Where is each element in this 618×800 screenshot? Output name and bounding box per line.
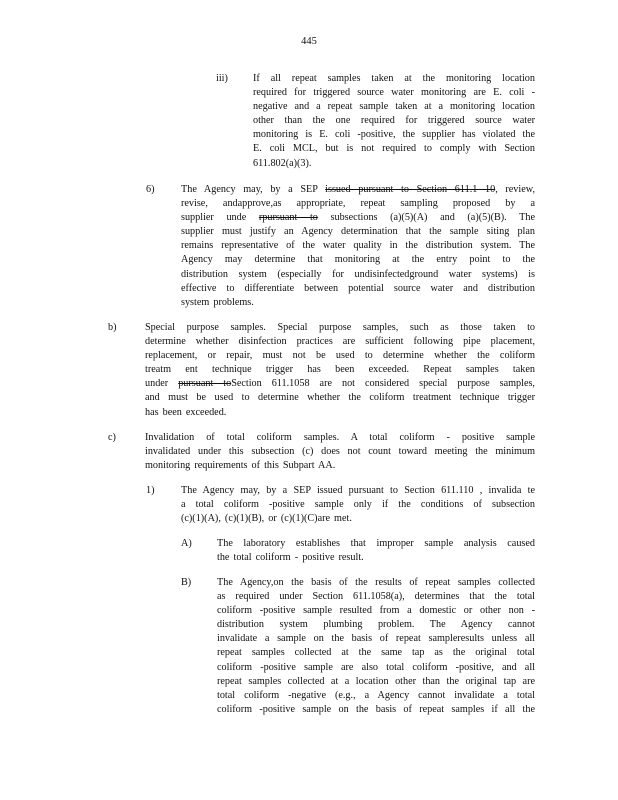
item-iii-text — [253, 72, 535, 171]
text-line: a total coliform -positive sample only if the conditions of subsection — [181, 499, 535, 511]
text-line — [145, 377, 535, 391]
text-line: Agency may determine that monitoring at the entry point to the — [181, 254, 535, 266]
item-6-text — [181, 183, 535, 310]
text-line: monitoring is E. coli -positive, the supplier has violated the — [253, 129, 535, 141]
text-line: system problems. — [181, 296, 254, 308]
item-A-label: A) — [181, 538, 192, 549]
text-line: repeat samples collected at a location other than the original tap are — [217, 675, 535, 687]
page-number: 445 — [301, 36, 317, 47]
text-line: the total coliform - positive result. — [217, 552, 364, 564]
text-line: invalidate a sample on the basis of repeat sampleresults unless all — [217, 633, 535, 645]
text-line: The laboratory establishes that improper sample analysis caused — [217, 538, 535, 549]
text-run: supplier unde — [181, 212, 259, 224]
item-6-label: 6) — [146, 184, 155, 195]
text-line — [181, 183, 535, 197]
text-line: (c)(1)(A), (c)(1)(B), or (c)(1)(C)are met. — [181, 513, 352, 525]
text-line: The Agency may, by a SEP issued pursuant to Section 611.110 , invalida te — [181, 485, 535, 496]
item-c-text — [145, 431, 535, 473]
text-line: coliform -positive sample on the basis of repeat samples if all the — [217, 703, 535, 715]
item-iii-label: iii) — [216, 73, 228, 84]
text-line: distribution system (especially for undisinfectedground water systems) is — [181, 268, 535, 280]
text-line: has been exceeded. — [145, 406, 227, 418]
text-line: negative and a repeat sample taken at a monitoring location — [253, 101, 535, 113]
item-c1-label: 1) — [146, 485, 155, 496]
struck-text: pursuant to — [178, 378, 232, 390]
text-run: under — [145, 378, 179, 390]
text-line: determine whether disinfection practices are sufficient following pipe placement, — [145, 336, 535, 348]
item-c-label: c) — [108, 432, 116, 443]
text-line: Special purpose samples. Special purpose samples, such as those taken to — [145, 322, 535, 333]
text-line: coliform -positive sample are also total coliform -positive, and all — [217, 661, 535, 673]
text-run: Section 611.1058 are not considered special purpose samples, — [231, 378, 535, 390]
text-line: revise, andapprove,as appropriate, repeat sampling proposed by a — [181, 198, 535, 210]
item-A-text — [217, 537, 535, 565]
text-line — [181, 211, 535, 225]
text-line: remains representative of the water quality in the distribution system. The — [181, 240, 535, 252]
item-B-text — [217, 576, 535, 717]
item-B-label: B) — [181, 577, 192, 588]
text-line: repeat samples collected at the same tap as the original total — [217, 647, 535, 659]
struck-text: issued pursuant to Section 611.1 10 — [325, 184, 496, 195]
text-line: total coliform -negative (e.g., a Agency cannot invalidate a total — [217, 689, 535, 701]
text-run: , review, — [495, 184, 535, 195]
text-line: Invalidation of total coliform samples. A total coliform - positive sample — [145, 432, 535, 443]
text-line: The Agency,on the basis of the results of repeat samples collected — [217, 577, 535, 588]
text-run: subsections (a)(5)(A) and (a)(5)(B). The — [317, 212, 535, 224]
text-line: effective to differentiate between potential source water and distribution — [181, 282, 535, 294]
text-line: If all repeat samples taken at the monitoring location — [253, 73, 535, 84]
text-line: required for triggered source water monitoring are E. coli - — [253, 87, 535, 99]
text-line: treatm ent technique trigger has been exceeded. Repeat samples taken — [145, 364, 535, 376]
text-line: other than the one required for triggered source water — [253, 115, 535, 127]
text-line: supplier must justify an Agency determination that the sample siting plan — [181, 226, 535, 238]
text-line: invalidated under this subsection (c) does not count toward meeting the minimum — [145, 446, 535, 458]
text-line: distribution system plumbing problem. The Agency cannot — [217, 619, 535, 631]
item-b-text — [145, 321, 535, 420]
text-line: monitoring requirements of this Subpart AA. — [145, 460, 336, 472]
text-line: E. coli MCL, but is not required to comply with Section — [253, 143, 535, 155]
text-line: 611.802(a)(3). — [253, 157, 312, 169]
struck-text: rpursuant to — [258, 212, 318, 224]
item-c1-text — [181, 484, 535, 526]
text-line: and must be used to determine whether the coliform treatment technique trigger — [145, 392, 535, 404]
text-line: coliform -positive sample resulted from a domestic or other non - — [217, 605, 535, 617]
item-b-label: b) — [108, 322, 117, 333]
text-line: as required under Section 611.1058(a), determines that the total — [217, 591, 535, 603]
text-line: replacement, or repair, must not be used to determine whether the coliform — [145, 350, 535, 362]
text-run: The Agency may, by a SEP — [181, 184, 326, 195]
